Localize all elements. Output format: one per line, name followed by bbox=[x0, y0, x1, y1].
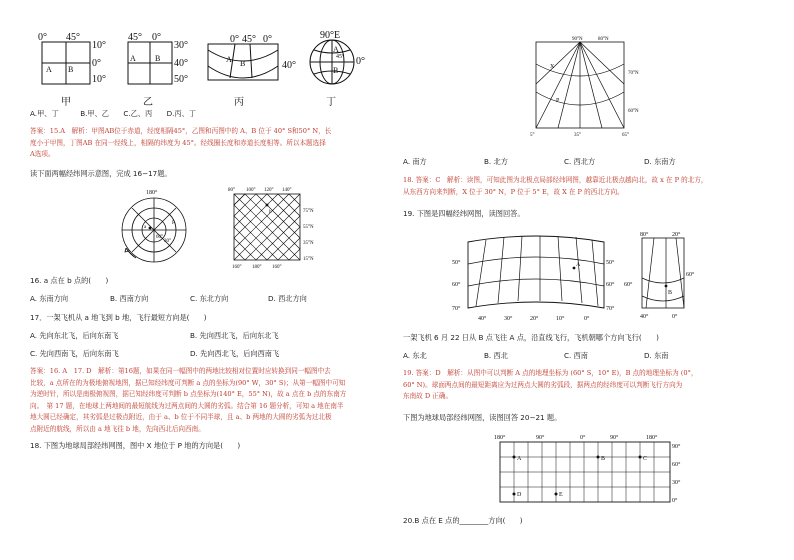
lat1-b1: 40° bbox=[478, 316, 487, 322]
fan-p: P bbox=[556, 98, 560, 104]
bing-a: A bbox=[226, 55, 232, 64]
yi-a: A bbox=[130, 54, 136, 63]
q16-opt-d: D. 西北方向 bbox=[268, 294, 307, 303]
yi-b: B bbox=[155, 54, 161, 63]
jia-r1: 10° bbox=[92, 40, 106, 51]
fan-right-2: 60°N bbox=[628, 109, 639, 114]
lat1-r2: 60° bbox=[606, 282, 615, 288]
polar-inner2: 30° bbox=[164, 239, 171, 244]
grid-row-4: 15°N bbox=[303, 257, 314, 262]
lat1-r1: 50° bbox=[606, 260, 615, 266]
lat1-b3: 20° bbox=[530, 316, 539, 322]
grid20-top-4: 90° bbox=[610, 435, 619, 441]
jia-r2: 0° bbox=[92, 58, 101, 69]
diamond-graticule bbox=[226, 186, 326, 270]
fan-bottom-2: 35° bbox=[574, 133, 581, 138]
answer-16-17: 答案：16. A 17. D 解析：第16题，如果在同一幅图中的两地比较相对位置时应转换到同一幅图中去 比较，a 点所在的为极地俯视地图，据已知经纬度可判断 a 点的坐标为(90° W，30° S)；从第一幅图中可知 为逆时针，所以是南极俯视图，据已知经纬度可判断 b 点坐标为(140° E，55° N)，故 a 点在 b 点的东南方 向。 第 17 题，在地球上两地间的最短航线为过两点间的大圆的劣弧。结合第 16 题分析，可知 a 地在南半 地大圆已经确定，其劣弧是过极点附近，由于 a、b 位于不同半球，且 a、b 两地的大圆的劣弧为过北极 点附近的航线，所以由 a 地飞往 b 地，先向西北后向西南。 bbox=[30, 367, 347, 433]
grid20-right-4: 0° bbox=[672, 498, 678, 504]
bing-tr: 0° bbox=[263, 34, 272, 45]
fan-top-1: 90°N bbox=[572, 37, 583, 42]
polar-graticule bbox=[110, 186, 200, 266]
grid-row-2: 55°N bbox=[303, 225, 314, 230]
panel-jia bbox=[38, 32, 106, 108]
fan-bottom-1: 5° bbox=[530, 133, 535, 138]
q17: 17．一架飞机从 a 地飞到 b 地，飞行最短方向是( ) bbox=[30, 313, 207, 322]
grid-col-3: 120° bbox=[264, 188, 274, 193]
grid20-pt-b: B bbox=[601, 456, 606, 462]
grid20-pt-a: A bbox=[517, 456, 522, 462]
fan-right-1: 70°N bbox=[628, 71, 639, 76]
ding-top: 90°E bbox=[320, 30, 341, 41]
q19-opt-c: C. 西南 bbox=[564, 351, 588, 360]
yi-tl: 45° bbox=[128, 32, 142, 43]
lat2-l: 60° bbox=[624, 282, 633, 288]
lat1-b4: 10° bbox=[556, 316, 565, 322]
q16-opt-c: C. 东北方向 bbox=[190, 294, 229, 303]
fan-bottom-3: 65° bbox=[622, 133, 629, 138]
lat1-b2: 30° bbox=[504, 316, 513, 322]
fan-x: X bbox=[550, 64, 555, 70]
rect-graticule bbox=[490, 430, 690, 510]
polar-top: 180° bbox=[146, 190, 158, 196]
q19-opt-d: D. 东南 bbox=[644, 351, 669, 360]
ding-a: A bbox=[333, 45, 339, 54]
q18: 18. 下图为地球局部经纬网图，图中 X 地位于 P 地的方向是( ) bbox=[30, 441, 241, 450]
jia-tr: 45° bbox=[66, 32, 80, 43]
answer-19: 19. 答案：D 解析：从图中可以判断 A 点的地理坐标为 (60° S，10° E)，B 点的地理坐标为 (0°， 60° N)。球面两点间的最短距离应为过两点大圆的劣弧段，据两点的经纬度可以判断飞行方向为 东南故 D 正确。 bbox=[403, 369, 698, 400]
curved-graticule bbox=[448, 228, 618, 322]
answer-18: 18. 答案：C 解析：读图，可知此图为北极点局部经纬网图，越靠近北极点越向北，故 x 在 P 的北方， 从东西方向来判断，X 位于 30° N，P 位于 5° E，故 X 在 P 的西北方向。 bbox=[403, 176, 708, 196]
lat2-b: B bbox=[668, 290, 673, 296]
grid-bottom-1: 160° bbox=[232, 265, 242, 270]
bing-r: 40° bbox=[282, 60, 296, 71]
grid20-pt-d: D bbox=[517, 492, 522, 498]
answer-15: 答案：15.A 解析：甲图AB位于赤道，经度相隔45°，乙图和丙图中的 A、B 位于 40° S和50° N，长 度小于甲图，丁图AB 在同一经线上，相隔的纬度为 45°。经线圈长度和赤道长度相等。所以本题选择 A选项。 bbox=[30, 127, 332, 158]
ding-b: B bbox=[333, 66, 339, 75]
polar-a: a bbox=[144, 225, 147, 230]
grid20-right-2: 60° bbox=[672, 462, 681, 468]
lat2-t1: 80° bbox=[640, 232, 649, 238]
bing-tm: 45° bbox=[242, 34, 256, 45]
grid-b: b bbox=[269, 210, 272, 215]
bing-tl: 0° bbox=[230, 34, 239, 45]
grid20-top-5: 180° bbox=[646, 435, 658, 441]
grid20-top-2: 90° bbox=[536, 435, 545, 441]
grid20-top-3: 0° bbox=[580, 435, 586, 441]
jia-tl: 0° bbox=[38, 32, 47, 43]
grid-col-1: 80° bbox=[228, 188, 235, 193]
q19-opt-b: B. 西北 bbox=[484, 351, 508, 360]
jia-caption: 甲 bbox=[61, 97, 71, 108]
yi-caption: 乙 bbox=[143, 97, 153, 108]
intro-16-17: 读下面两幅经纬网示意图，完成 16−17题。 bbox=[30, 169, 172, 178]
q19-opt-a: A. 东北 bbox=[403, 351, 427, 360]
yi-r1: 30° bbox=[174, 40, 188, 51]
grid-bottom-3: 160° bbox=[272, 265, 282, 270]
ding-r2: 0° bbox=[356, 56, 365, 67]
grid-col-4: 140° bbox=[282, 188, 292, 193]
grid20-right-1: 90° bbox=[672, 444, 681, 450]
fan-graticule bbox=[528, 34, 658, 140]
panel-bing bbox=[208, 34, 296, 108]
q15-options: A.甲、丁 B.甲、乙 C.乙、丙 D.丙、丁 bbox=[30, 109, 196, 118]
lat2-r: 60° bbox=[686, 272, 695, 278]
lat2-t2: 20° bbox=[672, 232, 681, 238]
q17-opt-d: D. 先向西北飞，后向西南飞 bbox=[190, 349, 280, 358]
jia-b: B bbox=[68, 65, 74, 74]
polar-p: P bbox=[172, 221, 175, 226]
lat1-l3: 70° bbox=[452, 306, 461, 312]
grid20-right-3: 30° bbox=[672, 480, 681, 486]
q18-opt-a: A. 南方 bbox=[403, 157, 427, 166]
q16-opt-a: A. 东南方向 bbox=[30, 294, 69, 303]
yi-tr: 0° bbox=[152, 32, 161, 43]
q17-opt-c: C. 先向西南飞，后向东南飞 bbox=[30, 349, 119, 358]
q17-opt-b: B. 先向西北飞，后向东北飞 bbox=[190, 331, 279, 340]
grid20-pt-e: E bbox=[559, 492, 563, 498]
q19-intro: 19. 下图是四幅经纬网图，读图回答。 bbox=[403, 209, 525, 218]
grid-row-3: 35°N bbox=[303, 241, 314, 246]
q17-opt-a: A. 先向东北飞，后向东南飞 bbox=[30, 331, 119, 340]
jia-a: A bbox=[46, 65, 52, 74]
ding-caption: 丁 bbox=[326, 97, 336, 108]
grid-col-2: 100° bbox=[246, 188, 256, 193]
meridian-graticule bbox=[624, 228, 700, 322]
lat1-b5: 0° bbox=[584, 316, 590, 322]
q18-opt-c: C. 西北方 bbox=[564, 157, 596, 166]
q20-intro: 下图为地球局部经纬网图，读图回答 20−21 题。 bbox=[403, 413, 562, 422]
jia-r3: 10° bbox=[92, 74, 106, 85]
yi-r2: 40° bbox=[174, 58, 188, 69]
q19: 一架飞机 6 月 22 日从 B 点飞往 A 点，沿直线飞行，飞机朝哪个方向飞行( ) bbox=[403, 333, 659, 342]
lat1-a: A bbox=[576, 262, 581, 268]
yi-r3: 50° bbox=[174, 74, 188, 85]
ding-r1: 45° bbox=[336, 54, 345, 60]
figure-15-panels bbox=[30, 28, 390, 108]
bing-b: B bbox=[240, 59, 246, 68]
panel-yi bbox=[128, 32, 188, 108]
lat2-br: 0° bbox=[672, 314, 678, 320]
polar-inner: 60° bbox=[156, 235, 163, 240]
panel-ding bbox=[310, 30, 365, 108]
grid20-top-1: 180° bbox=[494, 435, 506, 441]
grid20-pt-c: C bbox=[643, 456, 648, 462]
q16: 16. a 点在 b 点的( ) bbox=[30, 276, 109, 285]
lat1-r3: 70° bbox=[606, 306, 615, 312]
fan-top-2: 80°N bbox=[598, 37, 609, 42]
q18-opt-b: B. 北方 bbox=[484, 157, 508, 166]
bing-caption: 丙 bbox=[234, 97, 244, 108]
grid-row-1: 75°N bbox=[303, 209, 314, 214]
q20: 20.B 点在 E 点的________方向( ) bbox=[403, 516, 523, 525]
lat1-l2: 60° bbox=[452, 282, 461, 288]
q16-opt-b: B. 西南方向 bbox=[110, 294, 149, 303]
q18-opt-d: D. 东南方 bbox=[644, 157, 676, 166]
lat1-l1: 50° bbox=[452, 260, 461, 266]
lat2-bl: 40° bbox=[640, 314, 649, 320]
grid-bottom-2: 180° bbox=[252, 265, 262, 270]
